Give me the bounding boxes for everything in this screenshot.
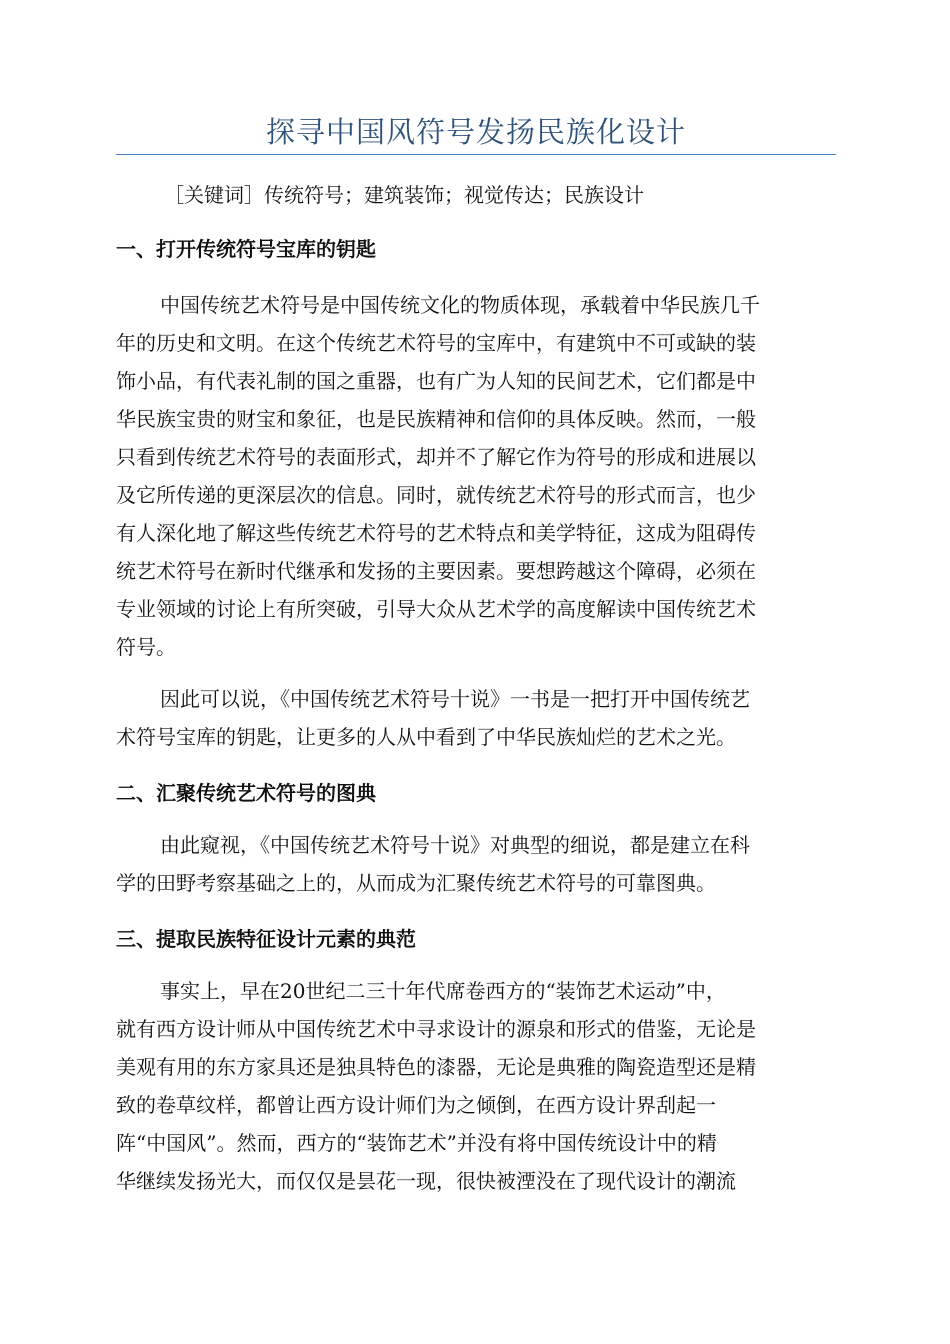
paragraph-line: 中国传统艺术符号是中国传统文化的物质体现，承载着中华民族几千 [160, 293, 760, 317]
paragraph-line: 华继续发扬光大，而仅仅是昙花一现，很快被湮没在了现代设计的潮流 [116, 1169, 736, 1193]
title-underline [116, 154, 836, 155]
paragraph-line: 及它所传递的更深层次的信息。同时，就传统艺术符号的形式而言，也少 [116, 483, 756, 507]
keywords-line: ［关键词］传统符号；建筑装饰；视觉传达；民族设计 [164, 183, 644, 207]
paragraph-line: 阵“中国风”。然而，西方的“装饰艺术”并没有将中国传统设计中的精 [116, 1131, 717, 1155]
paragraph-line: 符号。 [116, 635, 176, 659]
paragraph-line: 美观有用的东方家具还是独具特色的漆器，无论是典雅的陶瓷造型还是精 [116, 1055, 756, 1079]
paragraph-line: 华民族宝贵的财宝和象征，也是民族精神和信仰的具体反映。然而，一般 [116, 407, 756, 431]
paragraph-line: 有人深化地了解这些传统艺术符号的艺术特点和美学特征，这成为阻碍传 [116, 521, 756, 545]
paragraph-line: 事实上，早在20世纪二三十年代席卷西方的“装饰艺术运动”中， [160, 979, 726, 1003]
paragraph-line: 统艺术符号在新时代继承和发扬的主要因素。要想跨越这个障碍，必须在 [116, 559, 756, 583]
paragraph-line: 年的历史和文明。在这个传统艺术符号的宝库中，有建筑中不可或缺的装 [116, 331, 756, 355]
section-heading-1: 一、打开传统符号宝库的钥匙 [116, 237, 376, 261]
paragraph-line: 致的卷草纹样，都曾让西方设计师们为之倾倒，在西方设计界刮起一 [116, 1093, 716, 1117]
paragraph-line: 专业领域的讨论上有所突破，引导大众从艺术学的高度解读中国传统艺术 [116, 597, 756, 621]
section-heading-3: 三、提取民族特征设计元素的典范 [116, 927, 416, 951]
section-1-paragraph-2 [116, 680, 832, 756]
paragraph-line: 学的田野考察基础之上的，从而成为汇聚传统艺术符号的可靠图典。 [116, 871, 716, 895]
paragraph-line: 因此可以说，《中国传统艺术符号十说》一书是一把打开中国传统艺 [160, 687, 750, 711]
paragraph-line: 由此窥视，《中国传统艺术符号十说》对典型的细说，都是建立在科 [160, 833, 750, 857]
section-2-paragraph-1 [116, 826, 832, 902]
paragraph-line: 只看到传统艺术符号的表面形式，却并不了解它作为符号的形成和进展以 [116, 445, 756, 469]
paragraph-line: 就有西方设计师从中国传统艺术中寻求设计的源泉和形式的借鉴，无论是 [116, 1017, 756, 1041]
paragraph-line: 饰小品，有代表礼制的国之重器，也有广为人知的民间艺术，它们都是中 [116, 369, 756, 393]
section-3-paragraph-1 [116, 972, 832, 1200]
section-heading-2: 二、汇聚传统艺术符号的图典 [116, 781, 376, 805]
section-1-paragraph-1 [116, 286, 832, 666]
paragraph-line: 术符号宝库的钥匙，让更多的人从中看到了中华民族灿烂的艺术之光。 [116, 725, 736, 749]
document-title: 探寻中国风符号发扬民族化设计 [265, 115, 686, 149]
